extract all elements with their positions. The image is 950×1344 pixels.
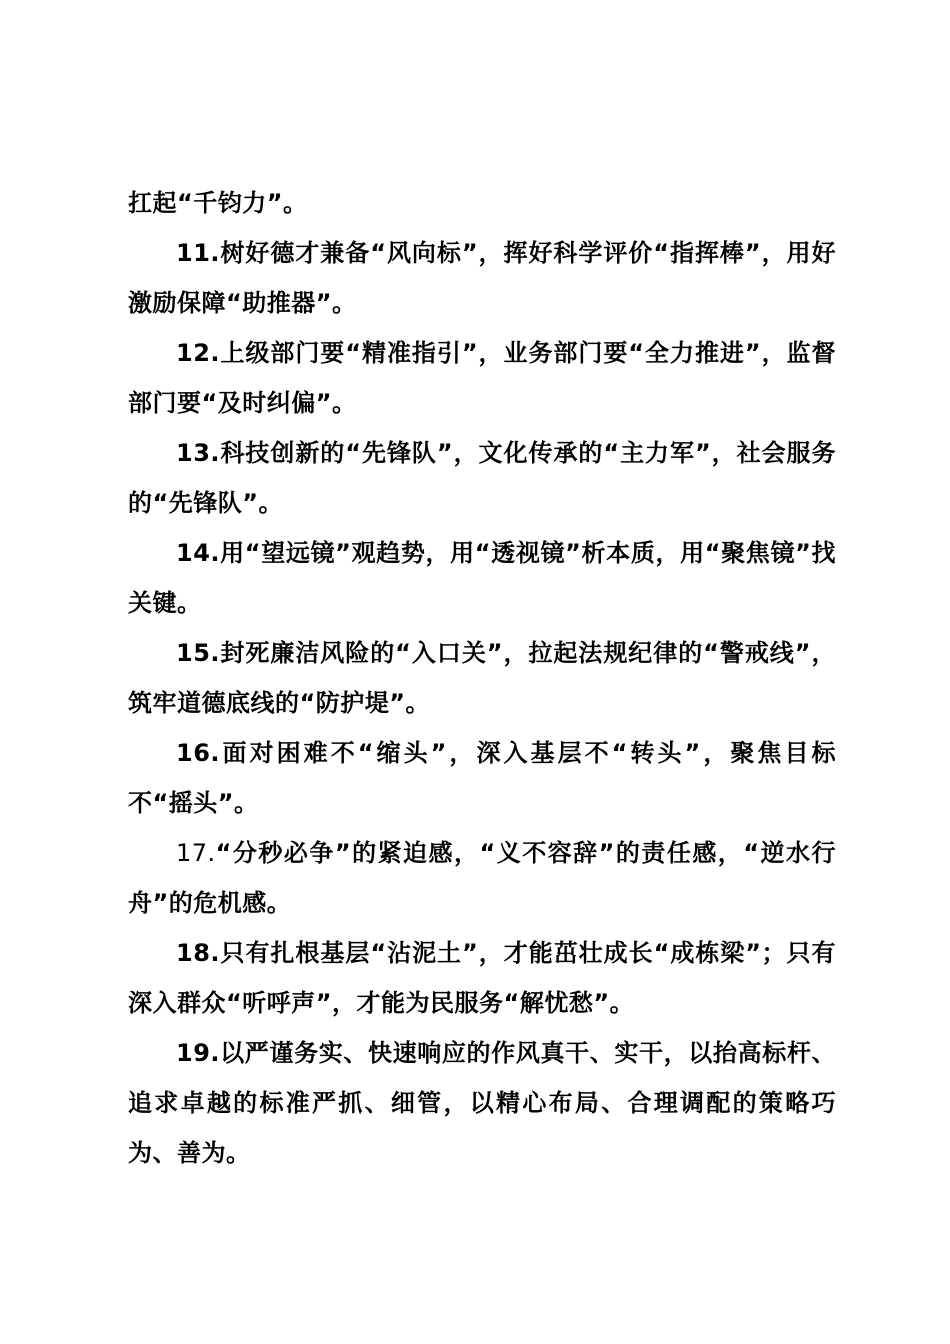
list-item-11 <box>128 228 836 328</box>
list-item-15 <box>128 628 836 728</box>
item-number: 16. <box>176 739 221 767</box>
item-text: 只有扎根基层“沾泥土”，才能茁壮成长“成栋梁”；只有深入群众“听呼声”，才能为民服务“解忧愁”。 <box>128 939 836 1017</box>
paragraph-continuation <box>128 178 836 228</box>
item-text: 用“望远镜”观趋势，用“透视镜”析本质，用“聚焦镜”找关键。 <box>128 539 836 617</box>
list-item-14 <box>128 528 836 628</box>
list-item-18 <box>128 928 836 1028</box>
document-body <box>128 178 836 1178</box>
item-number: 11. <box>176 239 221 267</box>
list-item-19 <box>128 1028 836 1178</box>
list-item-13 <box>128 428 836 528</box>
list-item-17 <box>128 828 836 928</box>
item-number: 13. <box>176 439 221 467</box>
item-text: 上级部门要“精准指引”，业务部门要“全力推进”，监督部门要“及时纠偏”。 <box>128 339 836 417</box>
item-number: 14. <box>176 539 221 567</box>
item-number: 19. <box>176 1039 221 1067</box>
item-number: 18. <box>176 939 221 967</box>
item-text: 树好德才兼备“风向标”，挥好科学评价“指挥棒”，用好激励保障“助推器”。 <box>128 239 836 317</box>
item-text: 以严谨务实、快速响应的作风真干、实干，以抬高标杆、追求卓越的标准严抓、细管，以精心布局、合理调配的策略巧为、善为。 <box>128 1039 836 1167</box>
item-text: “分秒必争”的紧迫感，“义不容辞”的责任感，“逆水行舟”的危机感。 <box>128 839 836 917</box>
item-text: 封死廉洁风险的“入口关”，拉起法规纪律的“警戒线”，筑牢道德底线的“防护堤”。 <box>128 639 836 717</box>
paragraph-text: 扛起“千钧力”。 <box>128 189 308 217</box>
list-item-16 <box>128 728 836 828</box>
item-text: 科技创新的“先锋队”，文化传承的“主力军”，社会服务的“先锋队”。 <box>128 439 836 517</box>
item-text: 面对困难不“缩头”，深入基层不“转头”，聚焦目标不“摇头”。 <box>128 739 836 817</box>
list-item-12 <box>128 328 836 428</box>
item-number: 17. <box>176 839 216 867</box>
item-number: 12. <box>176 339 221 367</box>
item-number: 15. <box>176 639 221 667</box>
